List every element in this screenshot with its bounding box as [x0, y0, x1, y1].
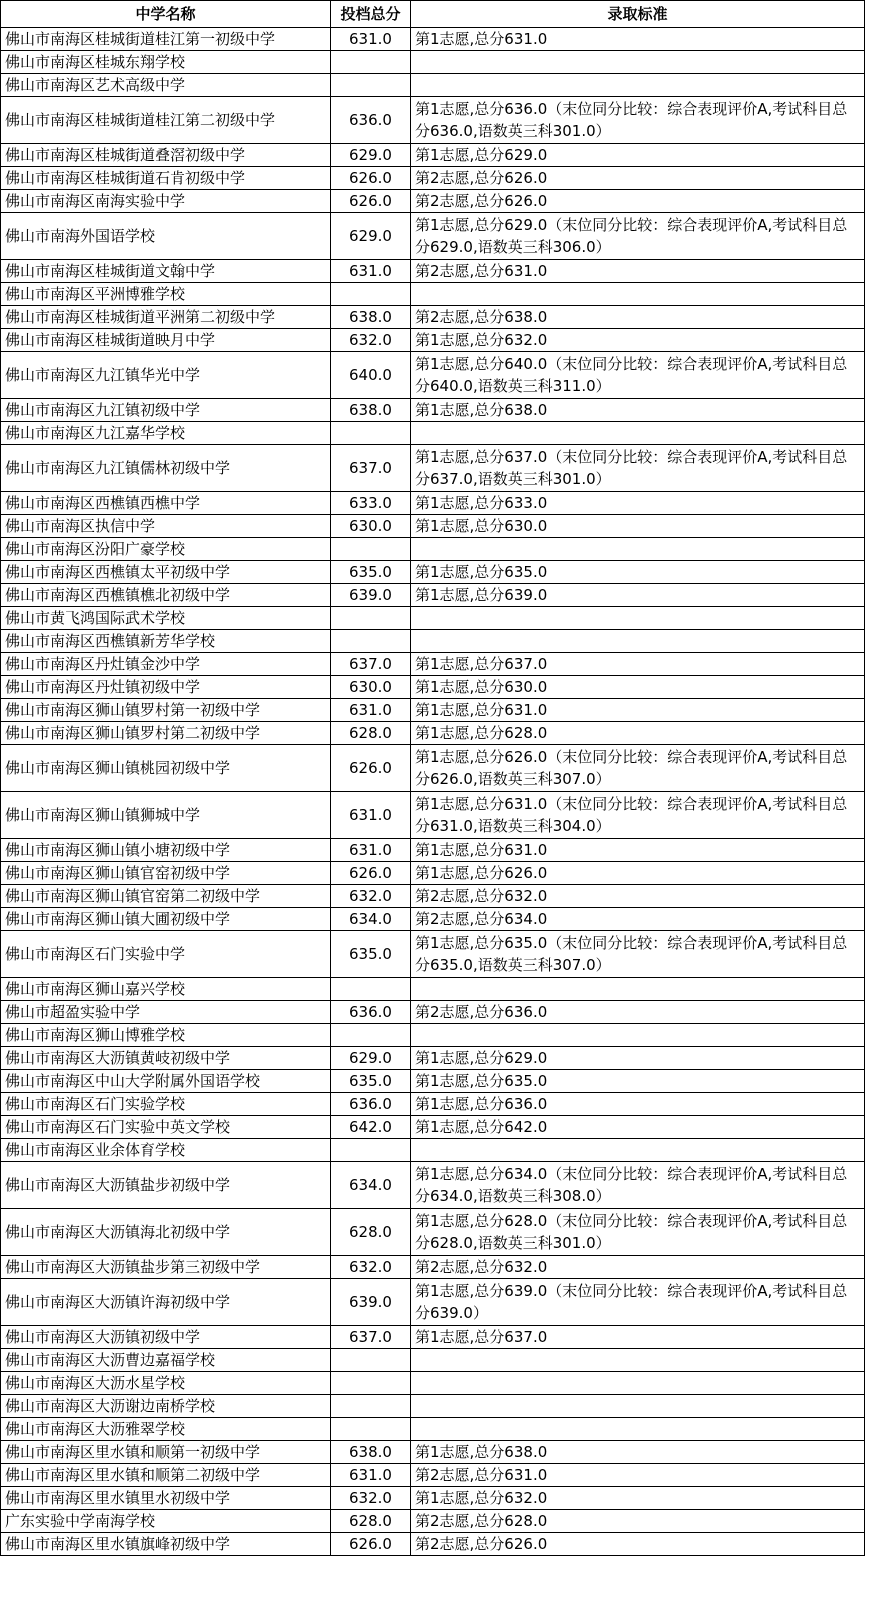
table-row: [1, 722, 865, 745]
table-row: [1, 839, 865, 862]
table-row: [1, 1256, 865, 1279]
table-row: [1, 630, 865, 653]
table-row: [1, 1326, 865, 1349]
table-row: [1, 931, 865, 978]
total-score-cell: 631.0: [331, 28, 411, 51]
school-name-cell: 佛山市南海区大沥镇许海初级中学: [1, 1279, 331, 1326]
table-row: [1, 51, 865, 74]
table-row: [1, 1047, 865, 1070]
table-row: [1, 561, 865, 584]
admission-standard-cell: 第1志愿,总分629.0: [411, 144, 865, 167]
admission-standard-cell: 第1志愿,总分642.0: [411, 1116, 865, 1139]
table-row: [1, 74, 865, 97]
admission-standard-cell: [411, 422, 865, 445]
table-row: [1, 1116, 865, 1139]
total-score-cell: 633.0: [331, 492, 411, 515]
admission-standard-cell: 第1志愿,总分634.0（末位同分比较：综合表现评价A,考试科目总分634.0,语数英三科308.0）: [411, 1162, 865, 1209]
table-row: [1, 352, 865, 399]
total-score-cell: 639.0: [331, 584, 411, 607]
table-row: [1, 97, 865, 144]
admission-standard-cell: [411, 1395, 865, 1418]
total-score-cell: 637.0: [331, 445, 411, 492]
admission-standard-cell: 第2志愿,总分638.0: [411, 306, 865, 329]
table-row: [1, 260, 865, 283]
school-name-cell: 佛山市超盈实验中学: [1, 1001, 331, 1024]
school-name-cell: 佛山市南海区石门实验中英文学校: [1, 1116, 331, 1139]
table-row: [1, 1209, 865, 1256]
admission-standard-cell: 第2志愿,总分631.0: [411, 260, 865, 283]
admission-standard-cell: 第1志愿,总分636.0: [411, 1093, 865, 1116]
total-score-cell: 632.0: [331, 329, 411, 352]
school-name-cell: 佛山市黄飞鸿国际武术学校: [1, 607, 331, 630]
school-name-cell: 佛山市南海区九江嘉华学校: [1, 422, 331, 445]
table-row: [1, 1093, 865, 1116]
admission-standard-cell: 第1志愿,总分630.0: [411, 515, 865, 538]
table-row: [1, 1395, 865, 1418]
table-row: [1, 167, 865, 190]
school-name-cell: 佛山市南海区狮山镇官窑初级中学: [1, 862, 331, 885]
admission-standard-cell: 第1志愿,总分639.0（末位同分比较：综合表现评价A,考试科目总分639.0）: [411, 1279, 865, 1326]
school-name-cell: 佛山市南海区大沥谢边南桥学校: [1, 1395, 331, 1418]
school-name-cell: 佛山市南海区大沥曹边嘉福学校: [1, 1349, 331, 1372]
school-name-cell: 佛山市南海区执信中学: [1, 515, 331, 538]
school-name-cell: 佛山市南海区大沥水星学校: [1, 1372, 331, 1395]
school-name-cell: 佛山市南海区桂城街道平洲第二初级中学: [1, 306, 331, 329]
table-row: [1, 283, 865, 306]
table-row: [1, 699, 865, 722]
school-name-cell: 佛山市南海区丹灶镇金沙中学: [1, 653, 331, 676]
total-score-cell: 635.0: [331, 1070, 411, 1093]
admission-standard-cell: [411, 1418, 865, 1441]
school-name-cell: 佛山市南海区石门实验学校: [1, 1093, 331, 1116]
school-name-cell: 佛山市南海区里水镇和顺第一初级中学: [1, 1441, 331, 1464]
school-name-cell: 佛山市南海区狮山镇罗村第二初级中学: [1, 722, 331, 745]
table-row: [1, 862, 865, 885]
admission-standard-cell: 第1志愿,总分637.0: [411, 653, 865, 676]
table-row: [1, 492, 865, 515]
table-row: [1, 1162, 865, 1209]
total-score-cell: 639.0: [331, 1279, 411, 1326]
school-name-cell: 佛山市南海外国语学校: [1, 213, 331, 260]
school-name-cell: 佛山市南海区西樵镇樵北初级中学: [1, 584, 331, 607]
table-row: [1, 676, 865, 699]
total-score-cell: 632.0: [331, 1256, 411, 1279]
table-row: [1, 978, 865, 1001]
admission-standard-cell: 第2志愿,总分632.0: [411, 1256, 865, 1279]
table-row: [1, 306, 865, 329]
admission-standard-cell: 第1志愿,总分639.0: [411, 584, 865, 607]
school-name-cell: 佛山市南海区业余体育学校: [1, 1139, 331, 1162]
admission-standard-cell: 第2志愿,总分628.0: [411, 1510, 865, 1533]
admission-standard-cell: 第1志愿,总分632.0: [411, 1487, 865, 1510]
total-score-cell: 632.0: [331, 1487, 411, 1510]
total-score-cell: 631.0: [331, 699, 411, 722]
total-score-cell: [331, 422, 411, 445]
school-name-cell: 佛山市南海区狮山博雅学校: [1, 1024, 331, 1047]
total-score-cell: 631.0: [331, 1464, 411, 1487]
total-score-cell: [331, 1139, 411, 1162]
school-name-cell: 佛山市南海区丹灶镇初级中学: [1, 676, 331, 699]
school-name-cell: 佛山市南海区南海实验中学: [1, 190, 331, 213]
table-row: [1, 445, 865, 492]
total-score-cell: [331, 1418, 411, 1441]
table-row: [1, 538, 865, 561]
table-row: [1, 1139, 865, 1162]
table-row: [1, 422, 865, 445]
table-row: [1, 1510, 865, 1533]
total-score-cell: 630.0: [331, 515, 411, 538]
table-row: [1, 1533, 865, 1556]
school-name-cell: 佛山市南海区桂城街道叠滘初级中学: [1, 144, 331, 167]
admission-standard-cell: [411, 538, 865, 561]
admission-standard-cell: [411, 607, 865, 630]
table-row: [1, 144, 865, 167]
total-score-cell: [331, 538, 411, 561]
admission-standard-cell: 第2志愿,总分626.0: [411, 167, 865, 190]
admission-standard-cell: 第1志愿,总分632.0: [411, 329, 865, 352]
total-score-cell: 631.0: [331, 792, 411, 839]
admission-standard-cell: 第1志愿,总分630.0: [411, 676, 865, 699]
school-name-cell: 佛山市南海区西樵镇太平初级中学: [1, 561, 331, 584]
admission-standard-cell: [411, 630, 865, 653]
admission-standard-cell: [411, 1372, 865, 1395]
admission-standard-cell: 第1志愿,总分635.0（末位同分比较：综合表现评价A,考试科目总分635.0,语数英三科307.0）: [411, 931, 865, 978]
school-name-cell: 佛山市南海区桂城东翔学校: [1, 51, 331, 74]
admission-standard-cell: [411, 74, 865, 97]
total-score-cell: 634.0: [331, 1162, 411, 1209]
total-score-cell: 637.0: [331, 1326, 411, 1349]
admission-standard-cell: 第2志愿,总分631.0: [411, 1464, 865, 1487]
total-score-cell: [331, 283, 411, 306]
total-score-cell: 638.0: [331, 306, 411, 329]
total-score-cell: 628.0: [331, 1510, 411, 1533]
admission-standard-cell: 第1志愿,总分636.0（末位同分比较：综合表现评价A,考试科目总分636.0,语数英三科301.0）: [411, 97, 865, 144]
school-name-cell: 佛山市南海区大沥镇盐步初级中学: [1, 1162, 331, 1209]
total-score-cell: [331, 1024, 411, 1047]
table-row: [1, 745, 865, 792]
total-score-cell: 626.0: [331, 862, 411, 885]
admission-standard-cell: 第1志愿,总分635.0: [411, 561, 865, 584]
admission-standard-cell: 第1志愿,总分635.0: [411, 1070, 865, 1093]
total-score-cell: 629.0: [331, 213, 411, 260]
admission-standard-cell: 第2志愿,总分634.0: [411, 908, 865, 931]
school-name-cell: 佛山市南海区中山大学附属外国语学校: [1, 1070, 331, 1093]
total-score-cell: 636.0: [331, 97, 411, 144]
school-name-cell: 佛山市南海区狮山镇狮城中学: [1, 792, 331, 839]
total-score-cell: 631.0: [331, 260, 411, 283]
admission-standard-cell: 第2志愿,总分626.0: [411, 190, 865, 213]
total-score-cell: [331, 978, 411, 1001]
admission-standard-cell: 第1志愿,总分631.0: [411, 699, 865, 722]
table-row: [1, 1024, 865, 1047]
header-row: [1, 1, 865, 28]
school-name-cell: 佛山市南海区里水镇旗峰初级中学: [1, 1533, 331, 1556]
table-body: [1, 28, 865, 1556]
table-row: [1, 792, 865, 839]
admission-standard-cell: 第2志愿,总分636.0: [411, 1001, 865, 1024]
admission-standard-cell: 第1志愿,总分633.0: [411, 492, 865, 515]
school-name-cell: 佛山市南海区大沥镇盐步第三初级中学: [1, 1256, 331, 1279]
table-row: [1, 1372, 865, 1395]
total-score-cell: 638.0: [331, 399, 411, 422]
admission-standard-cell: 第1志愿,总分629.0: [411, 1047, 865, 1070]
admission-standard-cell: 第1志愿,总分631.0（末位同分比较：综合表现评价A,考试科目总分631.0,语数英三科304.0）: [411, 792, 865, 839]
admission-standard-cell: [411, 1139, 865, 1162]
total-score-cell: 626.0: [331, 167, 411, 190]
header-admission-standard: 录取标准: [411, 1, 865, 28]
school-name-cell: 佛山市南海区狮山镇小塘初级中学: [1, 839, 331, 862]
admission-standard-cell: [411, 51, 865, 74]
admission-standard-cell: 第2志愿,总分632.0: [411, 885, 865, 908]
school-name-cell: 佛山市南海区大沥镇黄岐初级中学: [1, 1047, 331, 1070]
school-name-cell: 佛山市南海区石门实验中学: [1, 931, 331, 978]
total-score-cell: [331, 630, 411, 653]
school-name-cell: 佛山市南海区九江镇儒林初级中学: [1, 445, 331, 492]
table-row: [1, 515, 865, 538]
admission-standard-cell: 第1志愿,总分628.0: [411, 722, 865, 745]
admission-standard-cell: 第1志愿,总分626.0（末位同分比较：综合表现评价A,考试科目总分626.0,语数英三科307.0）: [411, 745, 865, 792]
total-score-cell: 626.0: [331, 1533, 411, 1556]
admission-standard-cell: [411, 978, 865, 1001]
table-row: [1, 584, 865, 607]
table-row: [1, 908, 865, 931]
total-score-cell: 637.0: [331, 653, 411, 676]
admission-standard-cell: 第1志愿,总分629.0（末位同分比较：综合表现评价A,考试科目总分629.0,语数英三科306.0）: [411, 213, 865, 260]
total-score-cell: 635.0: [331, 561, 411, 584]
table-row: [1, 190, 865, 213]
table-row: [1, 607, 865, 630]
admission-standard-cell: [411, 283, 865, 306]
total-score-cell: 640.0: [331, 352, 411, 399]
total-score-cell: 628.0: [331, 1209, 411, 1256]
table-row: [1, 1441, 865, 1464]
table-row: [1, 653, 865, 676]
table-row: [1, 329, 865, 352]
school-name-cell: 佛山市南海区大沥雅翠学校: [1, 1418, 331, 1441]
total-score-cell: 628.0: [331, 722, 411, 745]
table-row: [1, 1279, 865, 1326]
school-name-cell: 佛山市南海区桂城街道映月中学: [1, 329, 331, 352]
school-name-cell: 佛山市南海区西樵镇西樵中学: [1, 492, 331, 515]
total-score-cell: 638.0: [331, 1441, 411, 1464]
school-name-cell: 佛山市南海区大沥镇海北初级中学: [1, 1209, 331, 1256]
table-row: [1, 1070, 865, 1093]
school-name-cell: 佛山市南海区桂城街道文翰中学: [1, 260, 331, 283]
total-score-cell: [331, 51, 411, 74]
header-total-score: 投档总分: [331, 1, 411, 28]
school-name-cell: 佛山市南海区西樵镇新芳华学校: [1, 630, 331, 653]
table-row: [1, 1487, 865, 1510]
total-score-cell: [331, 1349, 411, 1372]
total-score-cell: 629.0: [331, 1047, 411, 1070]
admission-standard-cell: 第1志愿,总分637.0（末位同分比较：综合表现评价A,考试科目总分637.0,语数英三科301.0）: [411, 445, 865, 492]
admission-standard-cell: 第1志愿,总分640.0（末位同分比较：综合表现评价A,考试科目总分640.0,语数英三科311.0）: [411, 352, 865, 399]
school-name-cell: 佛山市南海区大沥镇初级中学: [1, 1326, 331, 1349]
total-score-cell: 631.0: [331, 839, 411, 862]
school-name-cell: 佛山市南海区里水镇里水初级中学: [1, 1487, 331, 1510]
total-score-cell: 636.0: [331, 1093, 411, 1116]
school-name-cell: 佛山市南海区桂城街道石肯初级中学: [1, 167, 331, 190]
total-score-cell: [331, 74, 411, 97]
school-name-cell: 佛山市南海区桂城街道桂江第一初级中学: [1, 28, 331, 51]
total-score-cell: [331, 1372, 411, 1395]
school-name-cell: 佛山市南海区狮山镇罗村第一初级中学: [1, 699, 331, 722]
total-score-cell: 626.0: [331, 745, 411, 792]
total-score-cell: 630.0: [331, 676, 411, 699]
school-name-cell: 广东实验中学南海学校: [1, 1510, 331, 1533]
header-school-name: 中学名称: [1, 1, 331, 28]
admission-standard-cell: [411, 1349, 865, 1372]
table-row: [1, 28, 865, 51]
admission-standard-cell: 第1志愿,总分637.0: [411, 1326, 865, 1349]
total-score-cell: 642.0: [331, 1116, 411, 1139]
admission-standard-cell: 第1志愿,总分638.0: [411, 1441, 865, 1464]
total-score-cell: 635.0: [331, 931, 411, 978]
total-score-cell: 634.0: [331, 908, 411, 931]
admission-standard-cell: [411, 1024, 865, 1047]
admission-standard-cell: 第1志愿,总分638.0: [411, 399, 865, 422]
school-name-cell: 佛山市南海区桂城街道桂江第二初级中学: [1, 97, 331, 144]
school-name-cell: 佛山市南海区狮山镇桃园初级中学: [1, 745, 331, 792]
table-row: [1, 1464, 865, 1487]
total-score-cell: 636.0: [331, 1001, 411, 1024]
school-name-cell: 佛山市南海区里水镇和顺第二初级中学: [1, 1464, 331, 1487]
total-score-cell: [331, 1395, 411, 1418]
total-score-cell: 629.0: [331, 144, 411, 167]
table-row: [1, 1418, 865, 1441]
admission-standard-cell: 第2志愿,总分626.0: [411, 1533, 865, 1556]
total-score-cell: 632.0: [331, 885, 411, 908]
school-name-cell: 佛山市南海区狮山镇大圃初级中学: [1, 908, 331, 931]
admission-standard-cell: 第1志愿,总分628.0（末位同分比较：综合表现评价A,考试科目总分628.0,语数英三科301.0）: [411, 1209, 865, 1256]
admission-standard-cell: 第1志愿,总分631.0: [411, 28, 865, 51]
table-row: [1, 213, 865, 260]
admission-standard-cell: 第1志愿,总分631.0: [411, 839, 865, 862]
school-name-cell: 佛山市南海区狮山嘉兴学校: [1, 978, 331, 1001]
table-row: [1, 885, 865, 908]
table-row: [1, 1001, 865, 1024]
school-name-cell: 佛山市南海区艺术高级中学: [1, 74, 331, 97]
school-name-cell: 佛山市南海区平洲博雅学校: [1, 283, 331, 306]
school-name-cell: 佛山市南海区九江镇初级中学: [1, 399, 331, 422]
school-name-cell: 佛山市南海区狮山镇官窑第二初级中学: [1, 885, 331, 908]
total-score-cell: [331, 607, 411, 630]
total-score-cell: 626.0: [331, 190, 411, 213]
table-row: [1, 399, 865, 422]
school-name-cell: 佛山市南海区汾阳广豪学校: [1, 538, 331, 561]
admission-standard-cell: 第1志愿,总分626.0: [411, 862, 865, 885]
school-name-cell: 佛山市南海区九江镇华光中学: [1, 352, 331, 399]
table-row: [1, 1349, 865, 1372]
